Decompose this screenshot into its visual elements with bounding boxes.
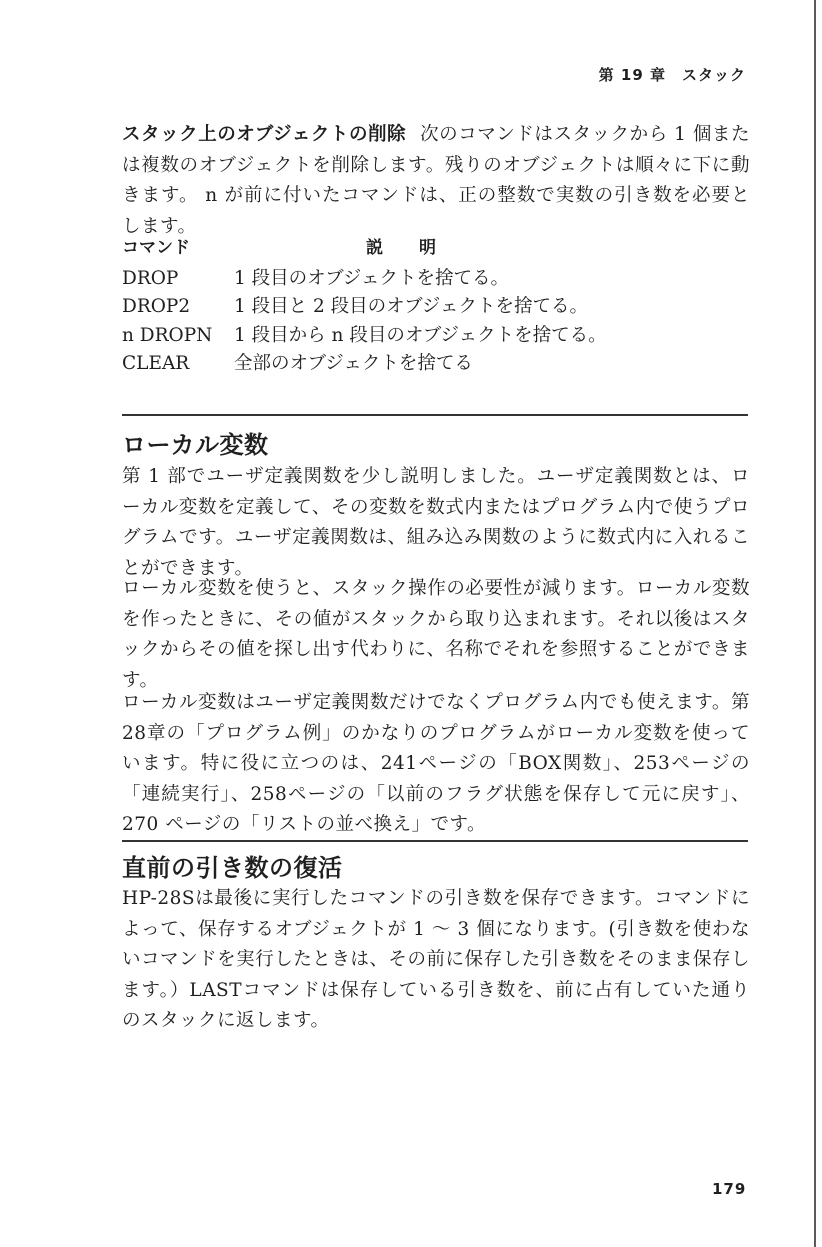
local-vars-block xyxy=(122,462,750,584)
command-description: 1 段目のオブジェクトを捨てる。 xyxy=(234,267,509,289)
command-name: DROP2 xyxy=(122,296,191,317)
command-description: 全部のオブジェクトを捨てる xyxy=(234,353,473,374)
command-table xyxy=(122,234,722,379)
local-vars-block xyxy=(122,688,750,841)
command-name: n DROPN xyxy=(122,324,213,346)
section-divider xyxy=(122,840,748,842)
intro-block xyxy=(122,120,750,242)
table-row xyxy=(122,322,722,351)
command-name: DROP xyxy=(122,267,179,289)
page-number: 179 xyxy=(712,1180,747,1198)
local-vars-paragraph-2: ローカル変数を使うと、スタック操作の必要性が減ります。ローカル変数を作ったときに、その値がスタックから取り込まれます。それ以後はスタックからその値を探し出す代わりに、名称でそれを参照することができます。 xyxy=(122,578,750,691)
section-title-last-arguments: 直前の引き数の復活 xyxy=(122,854,343,882)
last-args-paragraph: HP-28Sは最後に実行したコマンドの引き数を保存できます。コマンドによって、保存するオブジェクトが 1 ～ 3 個になります。(引き数を使わないコマンドを実行したときは、その前に保存した引き数をそのまま保存します。）LASTコマンドは保存している引き数を、前に占有していた通りのスタックに返します。 xyxy=(122,888,750,1031)
command-description: 1 段目から n 段目のオブジェクトを捨てる。 xyxy=(234,324,607,346)
local-vars-paragraph-1: 第 1 部でユーザ定義関数を少し説明しました。ユーザ定義関数とは、ローカル変数を定義して、その変数を数式内またはプログラム内で使うプログラムです。ユーザ定義関数は、組み込み関数のように数式内に入れることができます。 xyxy=(122,466,750,579)
table-row xyxy=(122,293,722,322)
command-table-header xyxy=(122,234,722,263)
running-header: 第 19 章 スタック xyxy=(598,66,746,84)
page-edge-rule xyxy=(814,0,816,1247)
column-header-description: 説明 xyxy=(366,238,472,258)
command-name: CLEAR xyxy=(122,353,190,374)
command-description: 1 段目と 2 段目のオブジェクトを捨てる。 xyxy=(234,296,589,317)
intro-heading: スタック上のオブジェクトの削除 xyxy=(122,124,407,145)
section-title-local-variables: ローカル変数 xyxy=(122,431,269,459)
table-row xyxy=(122,350,722,379)
last-args-block xyxy=(122,884,750,1037)
column-header-command: コマンド xyxy=(122,238,190,258)
section-divider xyxy=(122,414,748,416)
local-vars-block xyxy=(122,574,750,696)
local-vars-paragraph-3: ローカル変数はユーザ定義関数だけでなくプログラム内でも使えます。第28章の「プログラム例」のかなりのプログラムがローカル変数を使っています。特に役に立つのは、241ページの「BOX関数」、253ページの「連続実行」、258ページの「以前のフラグ状態を保存して元に戻す」、270 ページの「リストの並べ換え」です。 xyxy=(122,692,750,835)
intro-paragraph xyxy=(122,120,750,242)
table-row xyxy=(122,265,722,294)
intro-text: 次のコマンドはスタックから 1 個または複数のオブジェクトを削除します。残りのオブジェクトは順々に下に動きます。 n が前に付いたコマンドは、正の整数で実数の引き数を必要とします。 xyxy=(122,124,750,237)
